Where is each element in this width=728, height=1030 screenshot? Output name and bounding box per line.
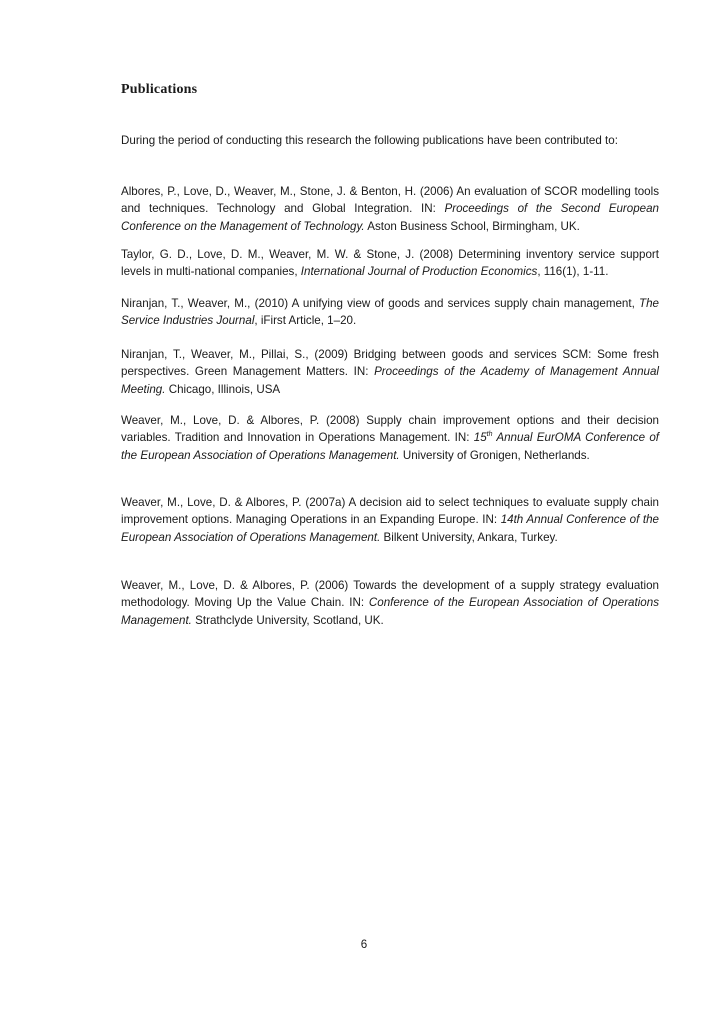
reference-location: University of Gronigen, Netherlands. bbox=[399, 448, 590, 462]
reference-venue: Proceedings of the Second European Conference on the Management of Technology. bbox=[121, 202, 659, 233]
page-number: 6 bbox=[360, 938, 368, 951]
intro-paragraph: During the period of conducting this research the following publications have been contributed to: bbox=[121, 134, 618, 147]
reference-text: Niranjan, T., Weaver, M., Pillai, S., (2009) Bridging between goods and services SCM: Some fresh perspectives. Green Management Matters. IN: bbox=[121, 348, 659, 379]
reference-location: Aston Business School, Birmingham, UK. bbox=[364, 219, 580, 233]
reference-venue: Proceedings of the Academy of Management Annual Meeting. bbox=[121, 365, 659, 396]
reference-location: , 116(1), 1-11. bbox=[537, 265, 609, 279]
reference-text: Weaver, M., Love, D. & Albores, P. (2006) Towards the development of a supply strategy evaluation methodology. Moving Up the Value Chain. IN: bbox=[121, 579, 659, 610]
reference-text: Weaver, M., Love, D. & Albores, P. (2008) Supply chain improvement options and their decision variables. Tradition and Innovation in Operations Management. IN: bbox=[121, 414, 659, 445]
reference-venue-title: Annual EurOMA Conference of the European Association of Operations Management. bbox=[121, 431, 659, 462]
reference-venue: 14th Annual Conference of the European Association of Operations Management. bbox=[121, 513, 660, 544]
reference-entry bbox=[121, 346, 659, 398]
ordinal-superscript: th bbox=[486, 431, 493, 439]
reference-venue-number: 15 bbox=[473, 431, 487, 445]
reference-entry bbox=[121, 183, 659, 235]
reference-text: Taylor, G. D., Love, D. M., Weaver, M. W. & Stone, J. (2008) Determining inventory service support levels in multi-national companies, bbox=[121, 248, 659, 279]
reference-text: Niranjan, T., Weaver, M., (2010) A unifying view of goods and services supply chain management, bbox=[121, 297, 640, 310]
reference-entry bbox=[121, 494, 659, 546]
reference-entry bbox=[121, 246, 659, 281]
reference-entry bbox=[121, 295, 659, 330]
reference-entry bbox=[121, 577, 659, 629]
reference-venue: Conference of the European Association of Operations Management. bbox=[121, 596, 659, 627]
reference-location: Bilkent University, Ankara, Turkey. bbox=[380, 530, 558, 544]
reference-location: Chicago, Illinois, USA bbox=[165, 382, 281, 396]
reference-text: Albores, P., Love, D., Weaver, M., Stone, J. & Benton, H. (2006) An evaluation of SCOR modelling tools and techniques. Technology and Global Integration. IN: bbox=[121, 185, 659, 216]
reference-location: Strathclyde University, Scotland, UK. bbox=[191, 613, 384, 627]
reference-text: Weaver, M., Love, D. & Albores, P. (2007a) A decision aid to select techniques to evaluate supply chain improvement options. Managing Operations in an Expanding Europe. IN: bbox=[121, 496, 659, 527]
reference-venue: International Journal of Production Economics bbox=[300, 265, 538, 279]
reference-location: , iFirst Article, 1–20. bbox=[254, 314, 357, 328]
page-heading: Publications bbox=[121, 82, 198, 97]
reference-venue: The Service Industries Journal bbox=[121, 297, 659, 328]
reference-entry bbox=[121, 412, 659, 464]
